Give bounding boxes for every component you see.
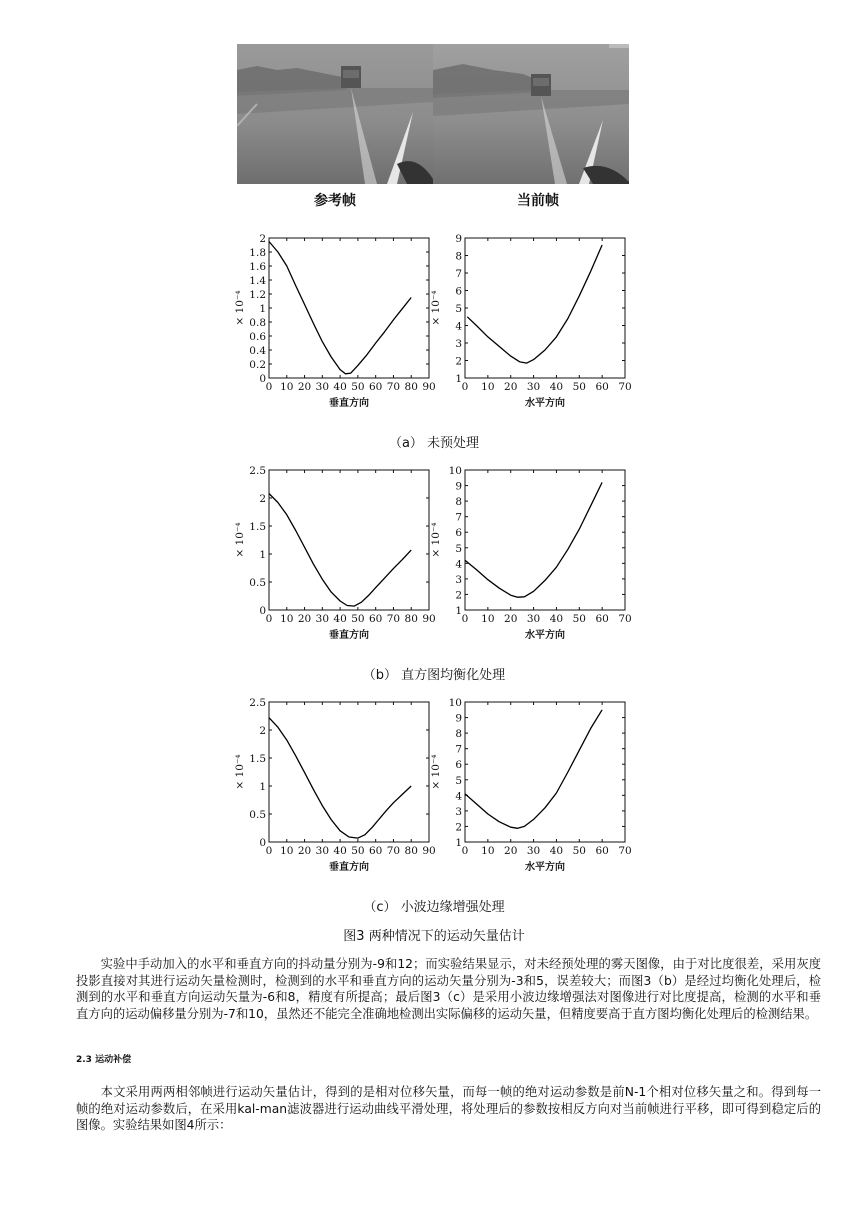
x-tick-label: 60 [595, 381, 609, 393]
chart-horizontal [430, 465, 632, 641]
x-tick-label: 60 [595, 613, 609, 625]
x-tick-label: 0 [461, 845, 469, 857]
plot-frame [465, 470, 625, 610]
x-tick-label: 0 [461, 613, 469, 625]
y-tick-label: 6 [455, 285, 462, 298]
y-tick-label: 0.4 [249, 345, 266, 357]
x-tick-label: 70 [618, 381, 632, 393]
y-tick-label: 9 [455, 712, 462, 725]
y-tick-label: 8 [455, 496, 462, 509]
y-tick-label: 0.5 [249, 809, 266, 821]
x-axis-label: 垂直方向 [329, 862, 369, 873]
y-tick-label: 5 [455, 542, 462, 555]
y-tick-label: 1 [259, 303, 266, 315]
x-tick-label: 20 [297, 381, 312, 393]
plot-frame [269, 238, 429, 378]
x-tick-label: 40 [549, 845, 564, 857]
paragraph-motion-compensation: 本文采用两两相邻帧进行运动矢量估计，得到的是相对位移矢量，而每一帧的绝对运动参数是前N-1个相对位移矢量之和。得到每一帧的绝对运动参数后，在采用kal-man滤波器进行运动曲线平滑处理，将处理后的参数按相反方向对当前帧进行平移，即可得到稳定后的图像。实验结果如图4所示： [76, 1085, 821, 1133]
plot-frame [269, 470, 429, 610]
y-tick-label: 1.4 [249, 275, 266, 287]
y-tick-label: 7 [455, 268, 462, 280]
x-tick-label: 70 [386, 845, 401, 857]
series-line [269, 494, 411, 607]
y-tick-label: 2 [259, 725, 266, 737]
x-tick-label: 20 [504, 381, 518, 393]
x-tick-label: 20 [297, 845, 312, 857]
y-tick-label: 1.6 [249, 261, 266, 273]
y-tick-label: 0 [259, 837, 266, 849]
plot-frame [465, 238, 625, 378]
x-tick-label: 40 [549, 381, 564, 393]
x-tick-label: 30 [526, 613, 541, 625]
x-tick-label: 40 [333, 845, 347, 857]
x-tick-label: 30 [315, 845, 330, 857]
reference-frame-label: 参考帧 [314, 193, 356, 209]
chart-panel-a [225, 230, 645, 420]
y-axis-label: × 10⁻⁴ [430, 522, 442, 558]
y-tick-label: 4 [455, 320, 462, 333]
x-tick-label: 40 [549, 613, 564, 625]
x-tick-label: 10 [280, 845, 294, 857]
y-tick-label: 2.5 [249, 465, 266, 477]
y-tick-label: 1 [259, 549, 266, 561]
y-axis-label: × 10⁻⁴ [430, 754, 442, 790]
x-axis-label: 垂直方向 [329, 398, 369, 409]
y-tick-label: 0.2 [249, 359, 266, 371]
y-tick-label: 4 [455, 790, 462, 803]
y-tick-label: 2.5 [249, 697, 266, 709]
y-tick-label: 1 [259, 781, 266, 793]
chart-horizontal [430, 233, 632, 409]
y-axis-label: × 10⁻⁴ [234, 754, 246, 790]
x-tick-label: 30 [526, 845, 541, 857]
reference-frame-image [237, 44, 433, 184]
y-tick-label: 10 [448, 465, 462, 477]
y-axis-label: × 10⁻⁴ [234, 522, 246, 558]
y-tick-label: 7 [455, 511, 462, 524]
x-tick-label: 70 [618, 613, 632, 625]
x-tick-label: 0 [265, 613, 273, 625]
y-tick-label: 2 [455, 821, 462, 834]
y-tick-label: 0 [259, 373, 266, 385]
x-tick-label: 90 [422, 381, 436, 393]
paragraph-results: 实验中手动加入的水平和垂直方向的抖动量分别为-9和12；而实验结果显示，对未经预处理的雾天图像，由于对比度很差，采用灰度投影直接对其进行运动矢量检测时，检测到的水平和垂直方向的运动矢量分别为-3和5，误差较大；而图3（b）是经过均衡化处理后，检测到的水平和垂直方向运动矢量为-6和8，精度有所提高；最后图3（c）是采用小波边缘增强法对图像进行对比度提高，检测的水平和垂直方向的运动偏移量分别为-7和10，虽然还不能完全准确地检测出实际偏移的运动矢量，但精度要高于直方图均衡化处理后的检测结果。 [76, 957, 821, 1021]
x-tick-label: 10 [481, 381, 495, 393]
x-tick-label: 50 [351, 381, 365, 393]
x-tick-label: 50 [572, 381, 586, 393]
x-tick-label: 0 [461, 381, 469, 393]
x-tick-label: 10 [280, 613, 294, 625]
chart-vertical [234, 233, 436, 409]
y-tick-label: 1.5 [249, 521, 266, 533]
y-tick-label: 2 [259, 493, 266, 505]
series-line [465, 710, 602, 829]
x-tick-label: 80 [404, 613, 418, 625]
y-tick-label: 1 [455, 373, 462, 385]
x-axis-label: 水平方向 [525, 630, 565, 641]
y-tick-label: 2 [455, 355, 462, 368]
y-tick-label: 0.8 [249, 317, 266, 329]
y-tick-label: 2 [455, 589, 462, 602]
x-tick-label: 20 [504, 613, 518, 625]
y-tick-label: 4 [455, 558, 462, 571]
chart-panel-b [225, 462, 645, 652]
x-axis-label: 垂直方向 [329, 630, 369, 641]
x-tick-label: 0 [265, 381, 273, 393]
y-tick-label: 0.5 [249, 577, 266, 589]
y-tick-label: 3 [455, 805, 462, 818]
x-tick-label: 20 [297, 613, 312, 625]
x-tick-label: 80 [404, 381, 418, 393]
y-tick-label: 9 [455, 480, 462, 493]
chart-vertical [234, 697, 436, 873]
y-tick-label: 5 [455, 303, 462, 315]
x-tick-label: 40 [333, 381, 347, 393]
series-line [269, 718, 411, 838]
y-tick-label: 1 [455, 605, 462, 617]
x-tick-label: 90 [422, 845, 436, 857]
x-tick-label: 20 [504, 845, 518, 857]
x-tick-label: 60 [368, 381, 383, 393]
panel-caption-a: （a） 未预处理 [388, 436, 480, 451]
y-tick-label: 1 [455, 837, 462, 849]
y-axis-label: × 10⁻⁴ [234, 290, 246, 326]
panel-caption-c: （c） 小波边缘增强处理 [363, 900, 505, 915]
x-tick-label: 10 [481, 613, 495, 625]
figure-title: 图3 两种情况下的运动矢量估计 [343, 929, 525, 944]
x-tick-label: 0 [265, 845, 273, 857]
y-tick-label: 2 [259, 233, 266, 245]
x-tick-label: 70 [386, 613, 401, 625]
x-tick-label: 80 [404, 845, 418, 857]
x-tick-label: 50 [572, 613, 586, 625]
x-tick-label: 30 [315, 613, 330, 625]
x-tick-label: 90 [422, 613, 436, 625]
x-tick-label: 10 [280, 381, 294, 393]
x-tick-label: 30 [526, 381, 541, 393]
x-axis-label: 水平方向 [525, 398, 565, 409]
chart-panel-c [225, 694, 645, 884]
x-tick-label: 60 [595, 845, 609, 857]
x-tick-label: 60 [368, 845, 383, 857]
x-axis-label: 水平方向 [525, 862, 565, 873]
y-tick-label: 1.2 [249, 289, 266, 301]
y-tick-label: 7 [455, 743, 462, 756]
x-tick-label: 70 [386, 381, 401, 393]
x-tick-label: 30 [315, 381, 330, 393]
y-tick-label: 6 [455, 527, 462, 540]
y-axis-label: × 10⁻⁴ [430, 290, 442, 326]
x-tick-label: 10 [481, 845, 495, 857]
plot-frame [269, 702, 429, 842]
y-tick-label: 0 [259, 605, 266, 617]
current-frame-label: 当前帧 [517, 193, 559, 209]
series-line [269, 242, 411, 374]
x-tick-label: 70 [618, 845, 632, 857]
panel-caption-b: （b） 直方图均衡化处理 [362, 668, 506, 683]
x-tick-label: 50 [572, 845, 586, 857]
y-tick-label: 5 [455, 774, 462, 787]
x-tick-label: 40 [333, 613, 347, 625]
chart-vertical [234, 465, 436, 641]
current-frame-image [433, 44, 629, 184]
y-tick-label: 6 [455, 759, 462, 772]
y-tick-label: 0.6 [249, 331, 266, 343]
series-line [465, 482, 602, 597]
y-tick-label: 3 [455, 338, 462, 350]
y-tick-label: 10 [448, 697, 462, 709]
section-heading: 2.3 运动补偿 [76, 1055, 132, 1065]
x-tick-label: 60 [368, 613, 383, 625]
y-tick-label: 1.8 [249, 247, 266, 259]
chart-horizontal [430, 697, 632, 873]
y-tick-label: 8 [455, 250, 462, 263]
x-tick-label: 50 [351, 613, 365, 625]
plot-frame [465, 702, 625, 842]
series-line [467, 245, 602, 363]
y-tick-label: 1.5 [249, 753, 266, 765]
y-tick-label: 8 [455, 728, 462, 741]
y-tick-label: 9 [455, 233, 462, 245]
y-tick-label: 3 [455, 573, 462, 586]
x-tick-label: 50 [351, 845, 365, 857]
